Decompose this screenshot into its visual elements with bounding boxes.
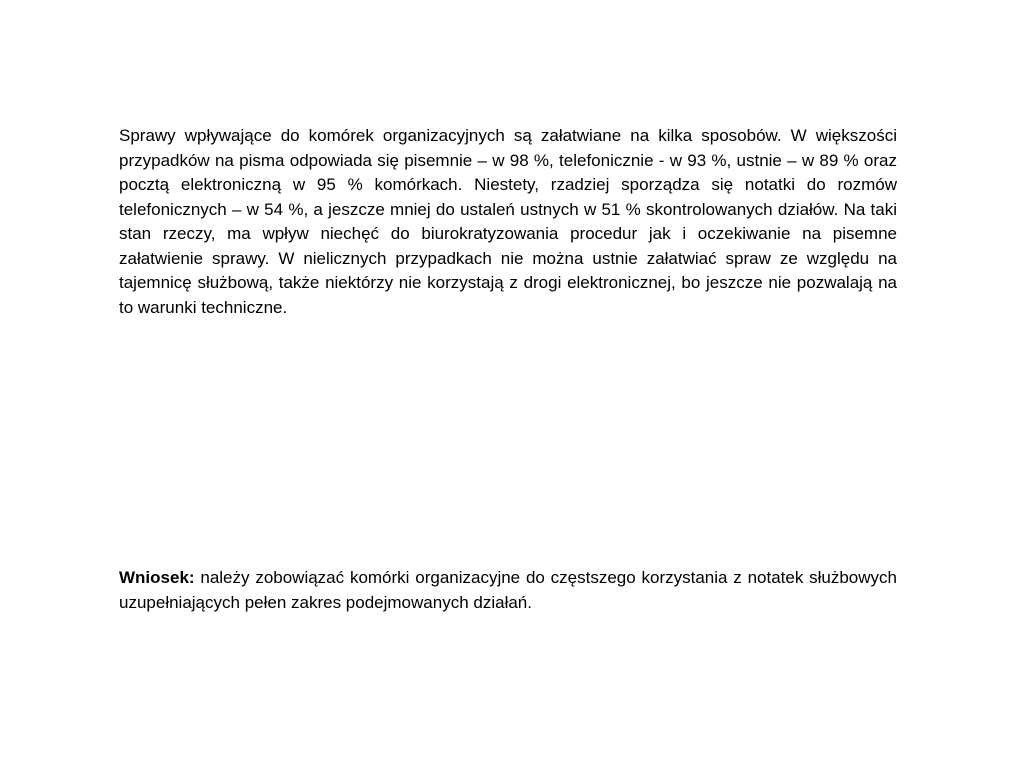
conclusion-text: należy zobowiązać komórki organizacyjne do częstszego korzystania z notatek służbowych uzupełniających pełen zakres podejmowanych działań. — [119, 568, 897, 612]
conclusion-paragraph — [119, 566, 897, 615]
conclusion-label: Wniosek: — [119, 568, 195, 587]
main-paragraph: Sprawy wpływające do komórek organizacyjnych są załatwiane na kilka sposobów. W większości przypadków na pisma odpowiada się pisemnie – w 98 %, telefonicznie - w 93 %, ustnie – w 89 % oraz pocztą elektroniczną w 95 % komórkach. Niestety, rzadziej sporządza się notatki do rozmów telefonicznych – w 54 %, a jeszcze mniej do ustaleń ustnych w 51 % skontrolowanych działów. Na taki stan rzeczy, ma wpływ niechęć do biurokratyzowania procedur jak i oczekiwanie na pisemne załatwienie sprawy. W nielicznych przypadkach nie można ustnie załatwiać spraw ze względu na tajemnicę służbową, także niektórzy nie korzystają z drogi elektronicznej, bo jeszcze nie pozwalają na to warunki techniczne. — [119, 126, 897, 317]
